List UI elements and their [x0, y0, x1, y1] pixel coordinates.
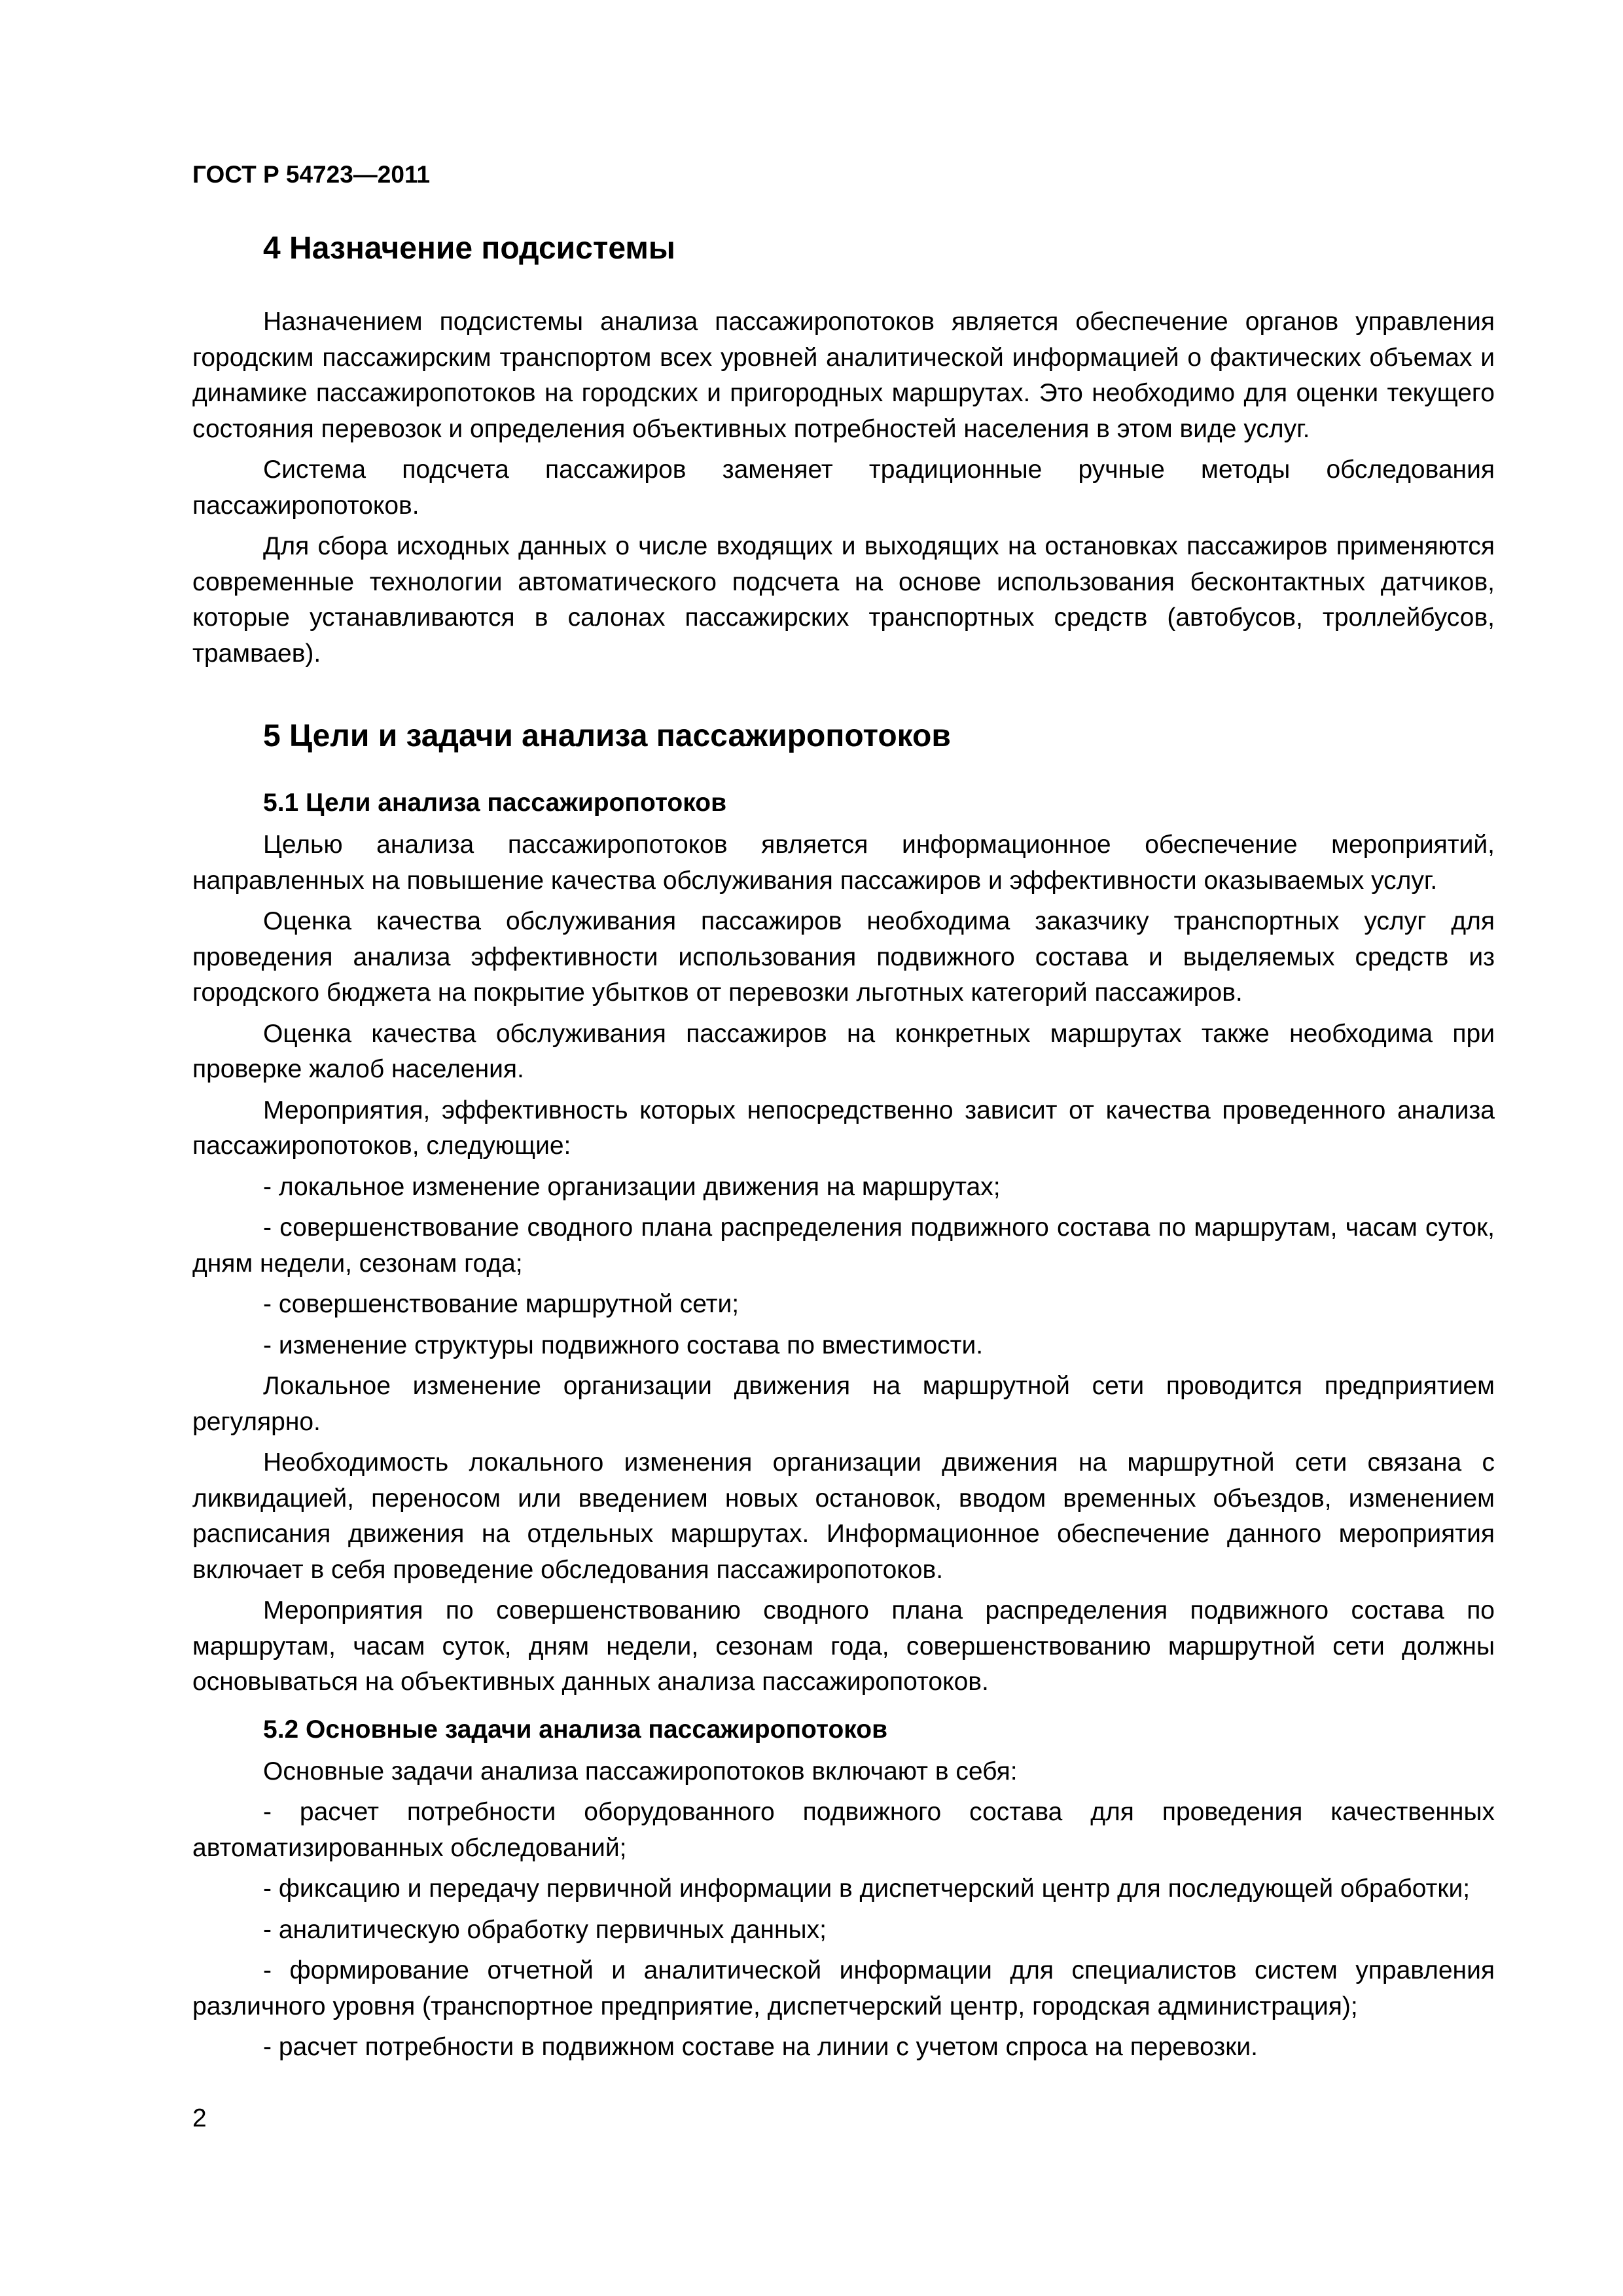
- paragraph: Мероприятия, эффективность которых непосредственно зависит от качества проведенного анализа пассажиропотоков, следующие:: [192, 1096, 1495, 1160]
- paragraph: Для сбора исходных данных о числе входящих и выходящих на остановках пассажиров применяются современные технологии автоматического подсчета на основе использования бесконтактных датчиков, которые устанавливаются в салонах пассажирских транспортных средств (автобусов, троллейбусов, трамваев).: [192, 532, 1495, 668]
- page-number: 2: [192, 2104, 207, 2132]
- paragraph: Необходимость локального изменения организации движения на маршрутной сети связана с ликвидацией, переносом или введением новых остановок, вводом временных объездов, изменением расписания движения на отдельных маршрутах. Информационное обеспечение данного мероприятия включает в себя проведение обследования пассажиропотоков.: [192, 1448, 1495, 1584]
- paragraph: Основные задачи анализа пассажиропотоков включают в себя:: [263, 1757, 1018, 1785]
- section-4-heading: 4 Назначение подсистемы: [263, 231, 675, 266]
- list-item: - изменение структуры подвижного состава по вместимости.: [263, 1331, 984, 1359]
- subsection-5-2-heading: 5.2 Основные задачи анализа пассажиропотоков: [263, 1715, 888, 1744]
- list-item: - фиксацию и передачу первичной информации в диспетчерский центр для последующей обработки;: [263, 1874, 1471, 1903]
- list-item: - расчет потребности оборудованного подвижного состава для проведения качественных автоматизированных обследований;: [192, 1798, 1495, 1862]
- list-item: - совершенствование сводного плана распределения подвижного состава по маршрутам, часам суток, дням недели, сезонам года;: [192, 1213, 1495, 1278]
- paragraph: Оценка качества обслуживания пассажиров на конкретных маршрутах также необходима при проверке жалоб населения.: [192, 1019, 1495, 1083]
- paragraph: Назначением подсистемы анализа пассажиропотоков является обеспечение органов управления городским пассажирским транспортом всех уровней аналитической информацией о фактических объемах и динамике пассажиропотоков на городских и пригородных маршрутах. Это необходимо для оценки текущего состояния перевозок и определения объективных потребностей населения в этом виде услуг.: [192, 308, 1495, 443]
- subsection-5-2-body: [192, 1754, 1495, 2066]
- paragraph: Локальное изменение организации движения на маршрутной сети проводится предприятием регулярно.: [192, 1372, 1495, 1436]
- document-page: [192, 160, 1495, 2242]
- list-item: - локальное изменение организации движения на маршрутах;: [263, 1172, 1001, 1201]
- paragraph: Целью анализа пассажиропотоков является информационное обеспечение мероприятий, направленных на повышение качества обслуживания пассажиров и эффективности оказываемых услуг.: [192, 831, 1495, 895]
- list-item: - формирование отчетной и аналитической информации для специалистов систем управления различного уровня (транспортное предприятие, диспетчерский центр, городская администрация);: [192, 1956, 1495, 2020]
- subsection-5-1-body: [192, 827, 1495, 1700]
- paragraph: Оценка качества обслуживания пассажиров необходима заказчику транспортных услуг для проведения анализа эффективности использования подвижного состава и выделяемых средств из городского бюджета на покрытие убытков от перевозки льготных категорий пассажиров.: [192, 907, 1495, 1007]
- list-item: - расчет потребности в подвижном составе на линии с учетом спроса на перевозки.: [263, 2033, 1258, 2061]
- section-5-heading: 5 Цели и задачи анализа пассажиропотоков: [263, 719, 951, 753]
- subsection-5-1-heading: 5.1 Цели анализа пассажиропотоков: [263, 789, 727, 817]
- list-item: - совершенствование маршрутной сети;: [263, 1290, 740, 1318]
- paragraph: Мероприятия по совершенствованию сводного плана распределения подвижного состава по маршрутам, часам суток, дням недели, сезонам года, совершенствованию маршрутной сети должны основываться на объективных данных анализа пассажиропотоков.: [192, 1596, 1495, 1696]
- section-4-body: [192, 304, 1495, 672]
- list-item: - аналитическую обработку первичных данных;: [263, 1915, 827, 1944]
- paragraph: Система подсчета пассажиров заменяет традиционные ручные методы обследования пассажиропотоков.: [192, 456, 1495, 520]
- document-id-header: ГОСТ Р 54723—2011: [192, 161, 431, 188]
